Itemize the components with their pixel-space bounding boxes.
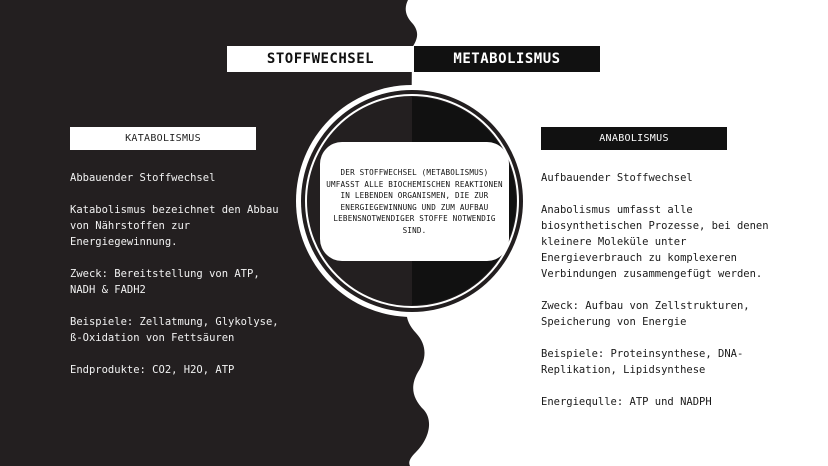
katabolismus-label: KATABOLISMUS <box>70 127 256 150</box>
katabolismus-definition: Katabolismus bezeichnet den Abbau von Nährstoffen zur Energiegewinnung. <box>70 204 279 248</box>
anabolismus-examples: Beispiele: Proteinsynthese, DNA-Replikation, Lipidsynthese <box>541 348 744 376</box>
title-metabolismus: METABOLISMUS <box>414 46 600 72</box>
anabolismus-subtitle: Aufbauender Stoffwechsel <box>541 172 693 184</box>
anabolismus-purpose: Zweck: Aufbau von Zellstrukturen, Speicherung von Energie <box>541 300 750 328</box>
katabolismus-subtitle: Abbauender Stoffwechsel <box>70 172 216 184</box>
katabolismus-purpose: Zweck: Bereitstellung von ATP, NADH & FADH2 <box>70 268 260 296</box>
center-description: DER STOFFWECHSEL (METABOLISMUS) UMFASST ALLE BIOCHEMISCHEN REAKTIONEN IN LEBENDEN ORGANISMEN, DIE ZUR ENERGIEGEWINNUNG UND ZUM AUFBAU LEBENSNOTWENDIGER STOFFE NOTWENDIG SIND. <box>326 168 503 235</box>
anabolismus-energy-source: Energiequlle: ATP und NADPH <box>541 396 712 408</box>
anabolismus-column <box>541 170 791 426</box>
anabolismus-label: ANABOLISMUS <box>541 127 727 150</box>
title-stoffwechsel: STOFFWECHSEL <box>227 46 414 72</box>
anabolismus-definition: Anabolismus umfasst alle biosynthetischen Prozesse, bei denen kleinere Moleküle unter Energieverbrauch zu komplexeren Verbindungen zusammengefügt werden. <box>541 204 769 280</box>
katabolismus-examples: Beispiele: Zellatmung, Glykolyse, ß-Oxidation von Fettsäuren <box>70 316 279 344</box>
katabolismus-column <box>70 170 290 394</box>
katabolismus-end-products: Endprodukte: CO2, H2O, ATP <box>70 364 235 376</box>
